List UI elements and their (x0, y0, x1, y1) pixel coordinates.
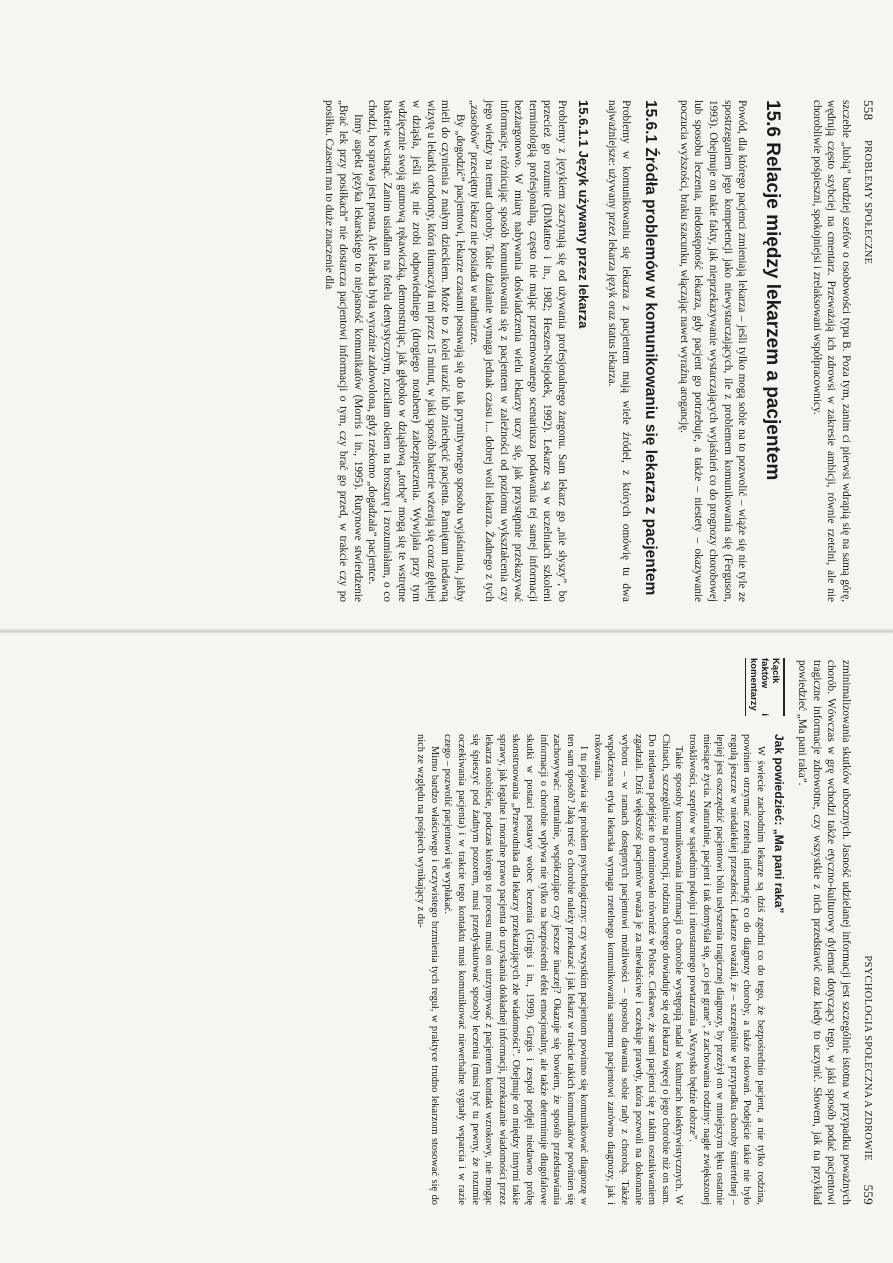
facts-box-paragraph: Takie sposoby komunikowania informacji o chorobie występują nadal w kulturach kolektywistycznych. W Chinach, szczególnie na prowincji, rodzina chorego dowiaduje się od lekarza więcej o jego chorobie niż on sam. Do niedawna podejście to dominowało również w Polsce. Ciekawe, że sami pacjenci się z takim oszukiwaniem zgadzali. Dziś większość pacjentów uważa je za niewłaściwe i oczekuje prawdy, która pozwoli na dokonanie wyboru – w ramach dostępnych pacjentowi możliwości – sposobu dawania sobie rady z chorobą. Także współczesna etyka lekarska wymaga rzetelnego komunikowania samemu pacjentowi zarówno diagnozy, jak i rokowania. (591, 734, 685, 1205)
right-page-header (853, 660, 875, 1205)
facts-box-paragraph: I tu pojawia się problem psychologiczny: czy wszystkim pacjentom powinno się komunikować diagnozę w ten sam sposób? Jaką treść o chorobie należy przekazać i jak lekarz w trakcie takich komunikatów powinien się zachowywać: neutralnie, współczująco czy jeszcze inaczej? Okazuje się bowiem, że sposób przedstawiania informacji o chorobie wpływa nie tylko na bezpośredni efekt emocjonalny, ale także determinuje długofalowe skutki w postaci postawy wobec leczenia (Girgis i in., 1999). Girgis i zespół podjęli niedawno próbę skonstruowania „Przewodnika dla lekarzy przekazujących złe wiadomości”. Obejmuje on między innymi takie sprawy, jak legalne i moralne prawo pacjenta do uzyskania dokładnej informacji, przekazanie wiadomości przez lekarza osobiście, podczas którego to procesu musi on utrzymywać z pacjentem kontakt wzrokowy, nie mogąc się śpieszyć pod żadnym pozorem, musi przedyskutować sposoby leczenia (musi być tu pewny, że rozumie oczekiwania pacjenta) i w trakcie tego kontaktu musi komunikować niewerbalne sygnały wsparcia i w razie czego – pozwolić pacjentowi się wypłakać. (442, 734, 590, 1205)
body-paragraph: Problemy z językiem zaczynają się od używania profesjonalnego żargonu. Sam lekarz go „nie słyszy”, bo przecież go rozumie (DiMatteo i in., 1982; Heszen-Niejodek, 1992). Lekarze są w uczelniach szkoleni terminologią profesjonalną, często nie mając przetrenowanego scenariusza podawania tej samej informacji bezżargonowo. W miarę nabywania doświadczenia wielu lekarzy uczy się, jak przystępnie przekazywać informacje, różnicując sposób komunikowania się z pacjentem w zależności od poziomu wykształcenia czy jego wiedzy na temat choroby. Takie działanie wymaga jednak czasu i... dobrej woli lekarza. Żadnego z tych „zasobów” przeciętny lekarz nie posiada w nadmiarze. (468, 100, 569, 602)
facts-box-paragraph: Mimo bardzo właściwego i oczywistego brzmienia tych reguł, w praktyce trudno lekarzom stosować się do nich ze względu na pośpiech wynikający z du- (415, 734, 440, 1205)
left-page (0, 0, 893, 630)
section-paragraph: Powód, dla którego pacjenci zmieniają lekarza – jeśli tylko mogą sobie na to pozwolić – wiąże się nie tyle ze spostrzeganiem jego kompetencji jako niewystarczających, ile z problemem komunikowania się (Ferguson, 1993). Obejmuje on takie fakty, jak nieprzekazywanie wystarczających wyjaśnień co do prognozy chorobowej lub sposobu leczenia, niedostępność lekarza, gdy pacjent go potrzebuje, a także – niestety – okazywanie poczucia wyższości, braku szacunku, włączając nawet wyraźną arogancję. (677, 100, 749, 602)
facts-box (414, 660, 785, 1205)
left-intro-paragraph: szczeble „lubią” bardziej szefów o osobowości typu B. Poza tym, zanim ci pierwsi wdrapią się na samą górę, wędrują często szybciej na cmentarz. Przeważają ich zdrowsi w zakresie ambicji, równie rzetelni, ale nie chorobliwie pośpieszni, spokojniejsi i zrelaksowani współpracownicy. (810, 100, 852, 602)
right-running-head: PSYCHOLOGIA SPOŁECZNA A ZDROWIE (862, 955, 873, 1161)
section-title: 15.6 Relacje między lekarzem a pacjentem (762, 100, 784, 481)
subsubsection-title: 15.6.1.1 Język używany przez lekarza (576, 100, 592, 329)
subsection-paragraph: Problemy w komunikowaniu się lekarza z pacjentem mają wiele źródeł, z których omówię tu dwa najważniejsze: używany przez lekarza język oraz status lekarza. (605, 100, 633, 602)
facts-box-paragraph: W świecie zachodnim lekarze są dziś zgodni co do tego, że bezpośrednio pacjent, a nie tylko rodzina, powinien otrzymać rzetelną informację co do diagnozy choroby, a także rokowań. Podejście takie nie było regułą jeszcze w niedalekiej przeszłości. Lekarze uważali, że – szczególnie w przypadku choroby śmiertelnej – lepiej jest oszczędzić pacjentowi bólu usłyszenia tragicznej diagnozy, by przeżył on w mniejszym lęku ostatnie miesiące życia. Naturalnie, pacjent i tak domyślał się, „co jest grane”, z zachowania rodziny: nagłe zwiększonej troskliwości, szeptów w sąsiednim pokoju i nieustannego powtarzania „Wszystko będzie dobrze”. (687, 734, 767, 1205)
body-paragraph: Inny aspekt języka lekarskiego to niejasność komunikatów (Morris i in., 1995). Rutynowe stwierdzenie „Brać lek przy posiłkach” nie dostarcza pacjentowi informacji o tym, czy brać go przed, w trakcie czy po posiłku. Czasem ma to duże znaczenie dla (322, 100, 364, 602)
right-page-number: 559 (861, 1184, 876, 1205)
left-page-number: 558 (861, 100, 876, 121)
body-paragraph: By „dogodzić” pacjentowi, lekarze czasami posuwają się do tak prymitywnego sposobu wyjaśniania, jakby mieli do czynienia z małym dzieckiem. Może to z kolei urazić lub zniechęcić pacjenta. Pamiętam niedawną wizytę u lekarki ortodonty, która tłumaczyła mi przez 15 minut, w jaki sposób bakterie wżerają się coraz głębiej w dziąsła, jeśli się nie zrobi odpowiedniego (drogiego notabene) zabezpieczenia. Wywijała przy tym wdzięcznie swoją gumową rękawiczką, demonstrując, jak głęboko w dziąsłową „torbę” mogą się te wstrętne bakterie wcisnąć. Zanim usiadłam na fotelu dentystycznym, rzuciłam okiem na broszurę i zrozumiałam, o co chodzi, bo sprawa jest prosta. Ale lekarka była wyraźnie zadowolona, gdyż rzekomo „dogadzała” pacjentce. (366, 100, 466, 602)
left-page-header (853, 100, 875, 602)
subsection-title: 15.6.1 Źródła problemów w komunikowaniu się lekarza z pacjentem (642, 100, 660, 596)
facts-box-title: Jak powiedzieć: „Ma pani raka” (771, 734, 786, 914)
left-running-head: PROBLEMY SPOŁECZNE (862, 140, 873, 265)
margin-label: Kącik faktów i komentarzy (745, 658, 785, 716)
facts-box-body (414, 734, 785, 1205)
right-page (0, 632, 893, 1263)
right-intro-paragraph: zminimalizowania skutków ubocznych. Jasność udzielanej informacji jest szczególnie istotna w przypadku poważnych chorób. Wówczas w grę wchodzi także etyczno-kulturowy dylemat dotyczący tego, w jaki sposób podać pacjentowi tragiczne informacje zdrowotne, czy wszystkie z nich przedstawić oraz kiedy to uczynić. Słowem, jak na przykład powiedzieć „Ma pani raka”. (796, 660, 852, 1205)
